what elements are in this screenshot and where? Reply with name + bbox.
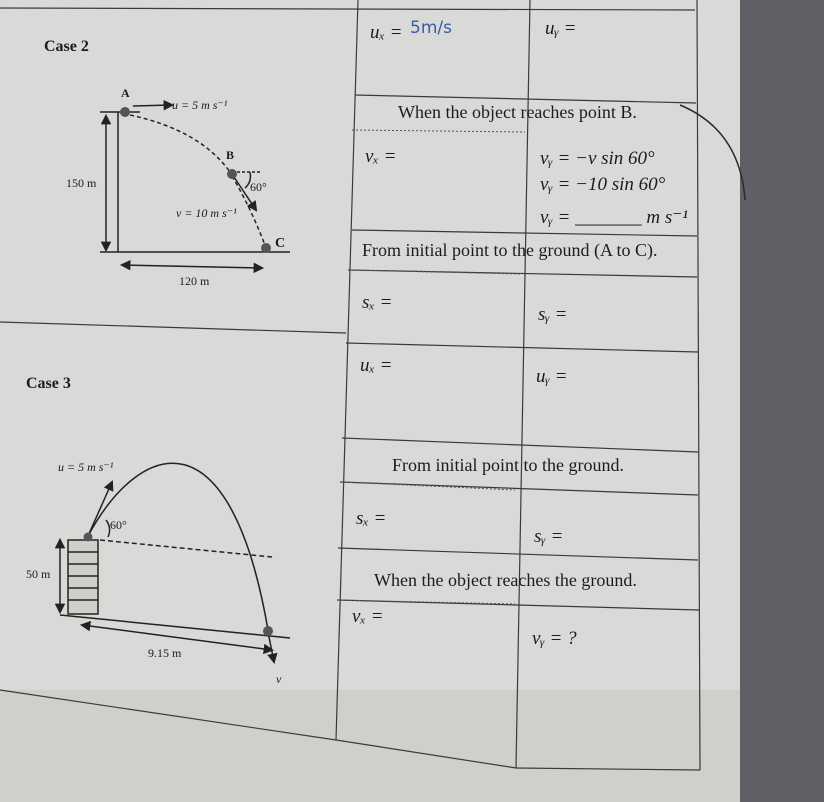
case3-vy-label: vᵧ = ?: [532, 628, 577, 649]
row-line-6: [340, 482, 698, 495]
angle-label-case2: 60°: [250, 180, 267, 194]
row-line-3: [348, 270, 697, 277]
case2-sx-label: sₓ =: [362, 292, 393, 313]
launch-velocity-label: u = 5 m s⁻¹: [58, 460, 114, 474]
range-label-case3: 9.15 m: [148, 646, 182, 660]
row-line-5: [342, 438, 698, 452]
point-a-label: A: [121, 86, 130, 100]
height-label-case2: 150 m: [66, 176, 97, 190]
row-line-7: [338, 548, 698, 560]
case2-vy-line2: vᵧ = −10 sin 60°: [540, 174, 666, 195]
case2-uy-label: uᵧ =: [545, 18, 577, 39]
a-to-c-header: From initial point to the ground (A to C).: [362, 240, 658, 260]
case2-vy-line1: vᵧ = −v sin 60°: [540, 148, 655, 169]
header-dash-1: [352, 130, 525, 132]
table-bottom-line: [0, 690, 336, 740]
reach-ground-header: When the object reaches the ground.: [374, 570, 637, 590]
final-velocity-label: v: [276, 672, 282, 686]
point-b-header: When the object reaches point B.: [398, 102, 637, 122]
case2-ux-handwritten-answer: 5m/s: [410, 18, 452, 38]
table-top-line: [0, 8, 695, 10]
ground-header: From initial point to the ground.: [392, 455, 624, 475]
initial-velocity-label: u = 5 m s⁻¹: [172, 98, 228, 112]
table-bottom-line-3: [516, 768, 700, 770]
header-dash-2: [350, 270, 520, 274]
row-line-2: [352, 230, 697, 236]
point-c-label: C: [275, 236, 286, 251]
case3-vx-label: vₓ =: [352, 606, 384, 627]
case2-ux-label: uₓ =: [370, 22, 403, 43]
velocity-at-b-label: v = 10 m s⁻¹: [176, 206, 237, 220]
case3-ux-label: uₓ =: [360, 355, 393, 376]
row-line-4: [346, 343, 698, 352]
case3-sy-label: sᵧ =: [534, 526, 564, 547]
height-label-case3: 50 m: [26, 567, 51, 581]
case2-vx-label: vₓ =: [365, 146, 397, 167]
angle-label-case3: 60°: [110, 518, 127, 532]
pen-mark: [680, 105, 745, 200]
case-separator: [0, 322, 346, 333]
case3-sx-label: sₓ =: [356, 508, 387, 529]
header-dash-3: [342, 482, 515, 490]
table-bottom-line-2: [336, 740, 516, 768]
case3-diagram: [60, 463, 290, 662]
case2-points: [120, 107, 271, 253]
case2-title: Case 2: [44, 38, 89, 55]
case3-title: Case 3: [26, 375, 71, 392]
range-label-case2: 120 m: [179, 274, 210, 288]
case3-uy-label: uᵧ =: [536, 366, 568, 387]
table-left-border: [336, 0, 358, 740]
case2-sy-label: sᵧ =: [538, 304, 568, 325]
case2-vy-line3: vᵧ = _______ m s⁻¹: [540, 207, 688, 228]
point-b-label: B: [226, 148, 235, 162]
